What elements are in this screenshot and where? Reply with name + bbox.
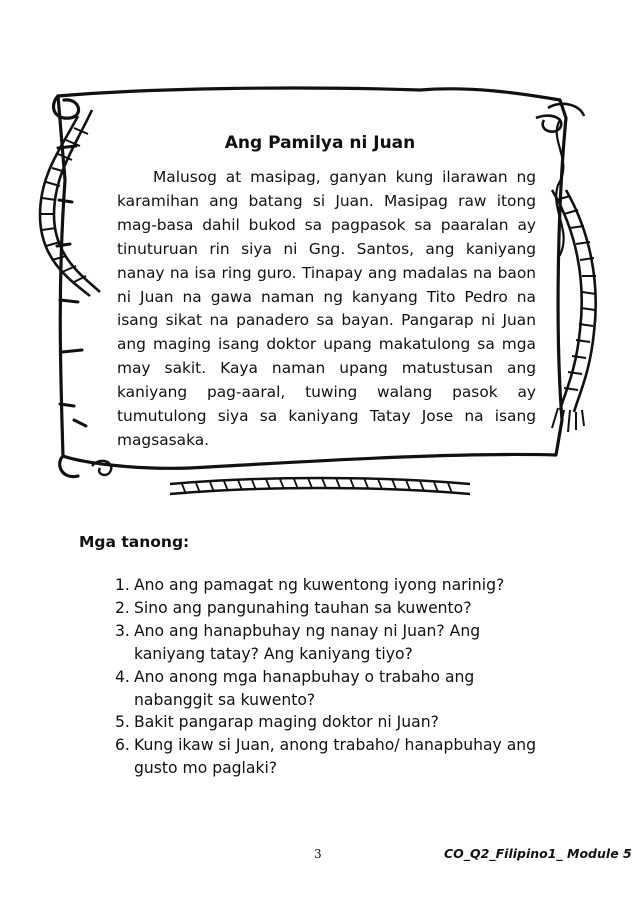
question-text: Bakit pangarap maging doktor ni Juan? (134, 713, 439, 732)
question-number: 5. (115, 713, 130, 732)
story-body (117, 166, 536, 453)
question-number: 6. (115, 736, 130, 755)
question-text: Ano ang pamagat ng kuwentong iyong narinig? (134, 576, 505, 594)
question-item (115, 666, 555, 712)
question-item (115, 734, 555, 780)
question-item (115, 711, 555, 734)
story-title: Ang Pamilya ni Juan (224, 133, 416, 153)
question-text: Kung ikaw si Juan, anong trabaho/ hanapbuhay ang gusto mo paglaki? (134, 736, 537, 778)
story-paragraph: Malusog at masipag, ganyan kung ilarawan ng karamihan ang batang si Juan. Masipag raw itong mag-basa dahil bukod sa pagpasok sa paaralan ay tinuturuan rin siya ni Gng. Santos, ang kaniyang nanay na isa ring guro. Tinapay ang madalas na baon ni Juan na gawa naman ng kanyang Tito Pedro na isang sikat na panadero sa bayan. Pangarap ni Juan ang maging isang doktor upang makatulong sa mga may sakit. Kaya naman upang matustusan ang kaniyang pag-aaral, tuwing walang pasok ay tumutulong siya sa kaniyang Tatay Jose na isang magsasaka. (117, 168, 536, 449)
question-text: Sino ang pangunahing tauhan sa kuwento? (134, 598, 472, 617)
module-code: CO_Q2_Filipino1_ Module 5 (444, 846, 632, 861)
question-item (115, 574, 555, 597)
questions-list (115, 574, 555, 780)
question-item (115, 597, 555, 620)
question-number: 4. (115, 667, 130, 686)
questions-heading: Mga tanong: (79, 533, 190, 551)
question-text: Ano ang hanapbuhay ng nanay ni Juan? Ang kaniyang tatay? Ang kaniyang tiyo? (134, 621, 481, 663)
question-text: Ano anong mga hanapbuhay o trabaho ang nabanggit sa kuwento? (134, 667, 475, 709)
question-number: 3. (115, 621, 130, 640)
question-item (115, 620, 555, 666)
page-number: 3 (314, 847, 322, 861)
question-number: 2. (115, 598, 130, 617)
question-number: 1. (115, 576, 130, 594)
